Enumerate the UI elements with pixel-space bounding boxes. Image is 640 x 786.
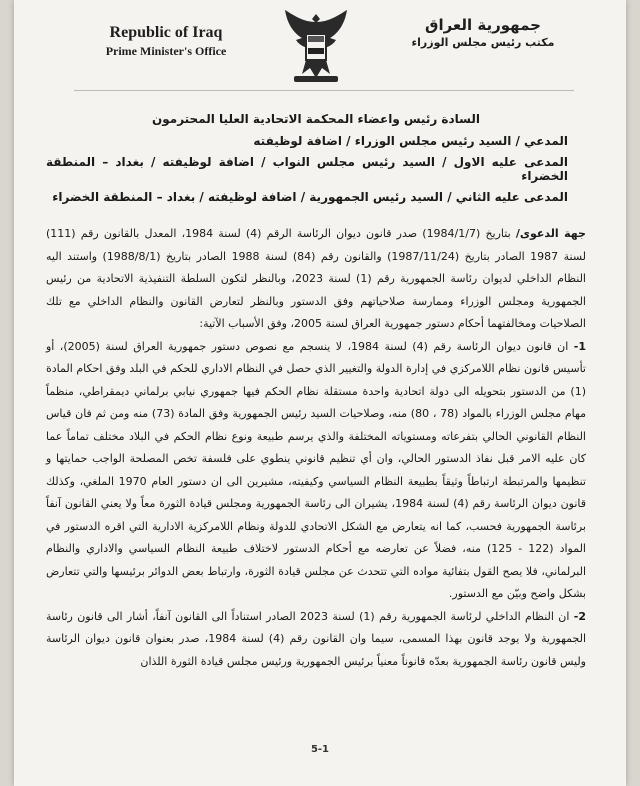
- letterhead-arabic: [388, 16, 578, 49]
- claim-lead: جهة الدعوى/: [515, 227, 586, 240]
- letterhead-office-ar: مكتب رئيس مجلس الوزراء: [411, 36, 555, 49]
- claim-text: بتاريخ (1984/1/7) صدر قانون ديوان الرئاسة الرقم (4) لسنة 1984، المعدل بالقانون رقم (111) لسنة 1987 الصادر بتاريخ (1987/11/24) والقانون رقم (84) لسنة 1988 الصادر بتاريخ (1988/8/1) واستند اليه النظام الداخلي لديوان رئاسة الجمهورية رقم (1) لسنة 2023، وبالنظر لتكون السلطة التنفيذية الاتحادية من رئيس الجمهورية ومجلس الوزراء وممارسة صلاحياتهم وفق الدستور وبالنظر لتعارض القانون والنظام الداخلي مع تلك الصلاحيات ومخالفتهما أحكام دستور جمهورية العراق لسنة 2005، وفق الأسباب الآتية:: [46, 227, 586, 330]
- reason-2-text: ان النظام الداخلي لرئاسة الجمهورية رقم (1) لسنة 2023 الصادر استناداً الى القانون آنفاً، أشار الى قانون رئاسة الجمهورية ولا يوجد قانون بهذا المسمى، سيما وان القانون رقم (4) لسنة 1984، صدر بعنوان قانون ديوان الرئاسة وليس قانون رئاسة الجمهورية بعدّه قانوناً معنياً برئيس الجمهورية ورئيس مجلس قيادة الثورة اللذان: [46, 609, 587, 668]
- reason-2-number: 2-: [573, 609, 586, 623]
- header-divider: [74, 90, 574, 91]
- reason-2: [46, 606, 586, 674]
- party-plaintiff: المدعي / السيد رئيس مجلس الوزراء / اضافة لوظيفته: [253, 134, 568, 148]
- letterhead-country-en: Republic of Iraq: [109, 24, 223, 41]
- claim-paragraph: [46, 223, 586, 336]
- reason-1-number: 1-: [573, 339, 586, 353]
- iraq-eagle-emblem-icon: [282, 8, 350, 86]
- reason-1: [46, 336, 586, 606]
- party-defendant-2: المدعى عليه الثاني / السيد رئيس الجمهورية / اضافة لوظيفته / بغداد – المنطقة الخضراء: [52, 190, 568, 204]
- document-body: [46, 112, 586, 673]
- page-number: 5-1: [310, 744, 330, 755]
- letterhead-office-en: Prime Minister's Office: [105, 44, 227, 58]
- letterhead-english: [76, 24, 256, 59]
- addressee-line: السادة رئيس واعضاء المحكمة الاتحادية العليا المحترمون: [152, 112, 480, 126]
- reason-1-text: ان قانون ديوان الرئاسة رقم (4) لسنة 1984، لا ينسجم مع نصوص دستور جمهورية العراق لسنة (2005)، أو تأسيس قانون نظام اللامركزي في إدارة الدولة والتغيير الذي حصل في النظام الاداري للحكم في البلد وفق احكام المادة (1) من الدستور بتحويله الى دولة اتحادية واحدة مستقلة نظام الحكم فيها جمهوري نيابي برلماني ديمقراطي، منظماً مهام مجلس الوزراء بالمواد (78 ، 80) منه، وصلاحيات السيد رئيس الجمهورية وفق المادة (73) منه ومن ثم فان قياس النظام القانوني الحالي بتفرعاته ومستوياته المختلفة والذي يرسم طبيعة ونوع نظام الحكم في البلاد مختلف تماماً عما كان عليه الامر قبل نفاذ الدستور الحالي، وان أي تنظيم قانوني ينطوي على فلسفة تخص المصلحة الواجب حمايتها و تنظيمها والمرتبطة ارتباطاً وثيقاً بطبيعة النظام السياسي وكيفيته، مشيرين الى ان دستور العام 1970 الملغي، وكذلك قانون ديوان الرئاسة رقم (4) لسنة 1984، يشيران الى رئاسة الجمهورية ومجلس قيادة الثورة معاً ولا يعني القانون آنفاً برئاسة الجمهورية فحسب، كما انه يتعارض مع الشكل الاتحادي للدولة ونظام اللامركزية الادارية التي اقره الدستور في المواد (122 - 125) منه، فضلاً عن تعارضه مع أحكام الدستور لاختلاف طبيعة النظام السياسي والاداري والنظام البرلماني، فلا يصح القول بتفائية مواده التي تتحدث عن مجلس قيادة الثورة، وارتباط بعض الدوائر برئيسها والتي تتعارض بشكل واضح وبيّن مع الدستور.: [46, 339, 586, 600]
- document-page: [14, 0, 626, 786]
- letterhead-country-ar: جمهورية العراق: [425, 16, 541, 34]
- party-defendant-1: المدعى عليه الاول / السيد رئيس مجلس النواب / اضافة لوظيفته / بغداد – المنطقة الخضراء: [46, 155, 568, 183]
